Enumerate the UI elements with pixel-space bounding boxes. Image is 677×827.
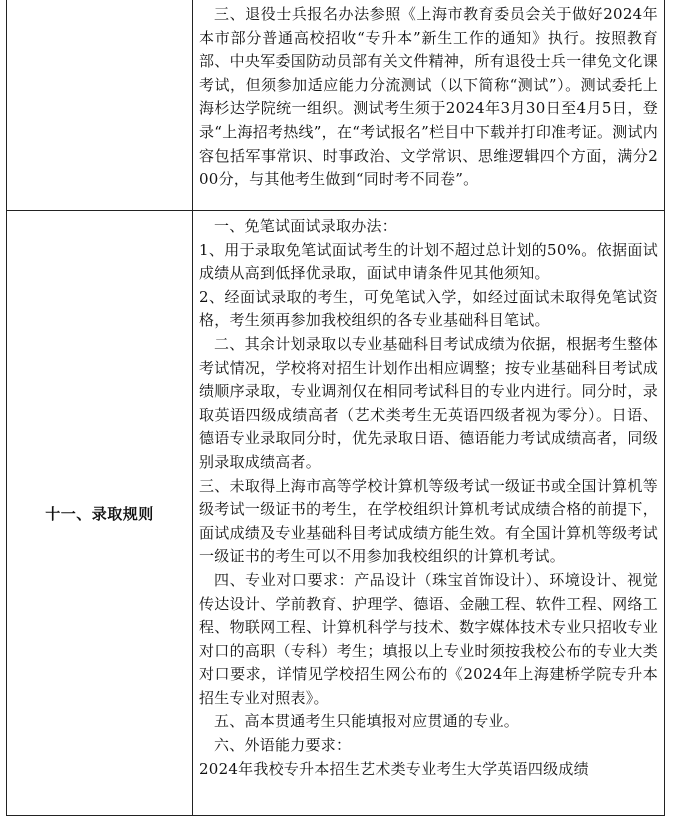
row-label-cell — [7, 0, 193, 211]
paragraph-exempt-quota: 1、用于录取免笔试面试考生的计划不超过总计划的50%。依据面试成绩从高到低择优录取，面试申请条件见其他须知。 — [199, 240, 658, 283]
paragraph-exempt-interview: 2、经面试录取的考生，可免笔试入学，如经过面试未取得免笔试资格，考生须再参加我校组织的各专业基础科目笔试。 — [199, 287, 658, 330]
paragraph-remaining-quota: 二、其余计划录取以专业基础科目考试成绩为依据，根据考生整体考试情况，学校将对招生计划作出相应调整；按专业基础科目考试成绩顺序录取，专业调剂仅在相同考试科目的专业内进行。同分时，录取英语四级成绩高者（艺术类考生无英语四级者视为零分）。日语、德语专业录取同分时，优先录取日语、德语能力考试成绩高者，同级别录取成绩高者。 — [199, 334, 658, 471]
admission-rules-table — [6, 0, 665, 816]
paragraph-language-requirement: 2024年我校专升本招生艺术类专业考生大学英语四级成绩 — [199, 759, 589, 778]
table-row-veteran-registration — [7, 0, 665, 211]
section-title-admission-rules: 十一、录取规则 — [45, 504, 154, 523]
row-content-cell — [193, 0, 665, 211]
row-content-cell — [193, 211, 665, 816]
paragraph-exempt-heading: 一、免笔试面试录取办法： — [214, 217, 398, 235]
paragraph-computer-certificate: 三、未取得上海市高等学校计算机等级考试一级证书或全国计算机等级考试一级证书的考生，在学校组织计算机考试成绩合格的前提下，面试成绩及专业基础科目考试成绩方能生效。有全国计算机等级考试一级证书的考生可以不用参加我校组织的计算机考试。 — [199, 476, 658, 566]
paragraph-language-heading: 六、外语能力要求： — [214, 736, 352, 755]
table-row-admission-rules — [7, 211, 665, 816]
row-label-cell — [7, 211, 193, 816]
paragraph-veteran-registration: 三、退役士兵报名办法参照《上海市教育委员会关于做好2024年本市部分普通高校招收“专升本”新生工作的通知》执行。按照教育部、中央军委国防动员部有关文件精神，所有退役士兵一律免文化课考试，但须参加适应能力分流测试（以下简称“测试”）。测试委托上海杉达学院统一组织。测试考生须于2024年3月30日至4月5日，登录“上海招考热线”，在“考试报名”栏目中下载并打印准考证。测试内容包括军事常识、时事政治、文学常识、思维逻辑四个方面，满分200分，与其他考生做到“同时考不同卷”。 — [199, 5, 658, 189]
paragraph-through-program: 五、高本贯通考生只能填报对应贯通的专业。 — [214, 712, 520, 731]
paragraph-major-matching: 四、专业对口要求：产品设计（珠宝首饰设计）、环境设计、视觉传达设计、学前教育、护理学、德语、金融工程、软件工程、网络工程、物联网工程、计算机科学与技术、数字媒体技术专业只招收专业对口的高职（专科）考生；填报以上专业时须按我校公布的专业大类对口要求，详情见学校招生网公布的《2024年上海建桥学院专升本招生专业对照表》。 — [199, 570, 658, 707]
